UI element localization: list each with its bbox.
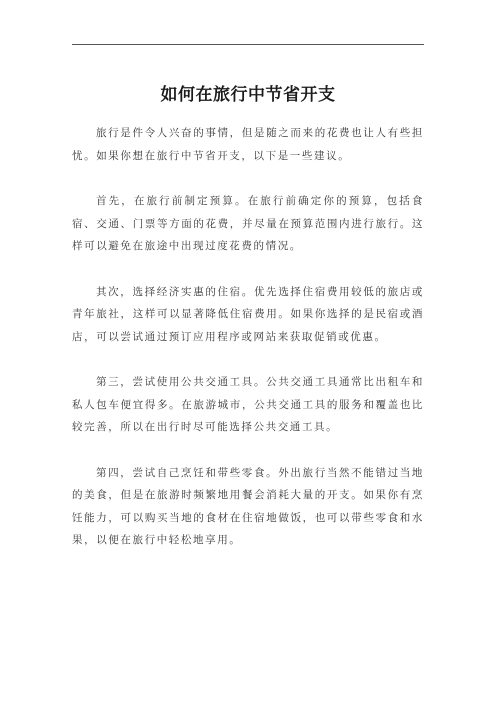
- document-title: 如何在旅行中节省开支: [160, 85, 336, 105]
- paragraph-transport: 第三，尝试使用公共交通工具。公共交通工具通常比出租车和私人包车便宜得多。在旅游城市，公共交通工具的服务和覆盖也比较完善，所以在出行时尽可能选择公共交通工具。: [72, 376, 424, 433]
- paragraph-intro: 旅行是件令人兴奋的事情，但是随之而来的花费也让人有些担忧。如果你想在旅行中节省开支，以下是一些建议。: [72, 127, 424, 162]
- paragraph-budget: 首先，在旅行前制定预算。在旅行前确定你的预算，包括食宿、交通、门票等方面的花费，并尽量在预算范围内进行旅行。这样可以避免在旅途中出现过度花费的情况。: [72, 195, 424, 252]
- paragraph-food: 第四，尝试自己烹饪和带些零食。外出旅行当然不能错过当地的美食，但是在旅游时频繁地用餐会消耗大量的开支。如果你有烹饪能力，可以购买当地的食材在住宿地做饭，也可以带些零食和水果，以便在旅行中轻松地享用。: [72, 466, 424, 546]
- paragraph-lodging: 其次，选择经济实惠的住宿。优先选择住宿费用较低的旅店或青年旅社，这样可以显著降低住宿费用。如果你选择的是民宿或酒店，可以尝试通过预订应用程序或网站来获取促销或优惠。: [72, 285, 424, 343]
- header-rule: [72, 44, 424, 45]
- document-body: [72, 122, 424, 575]
